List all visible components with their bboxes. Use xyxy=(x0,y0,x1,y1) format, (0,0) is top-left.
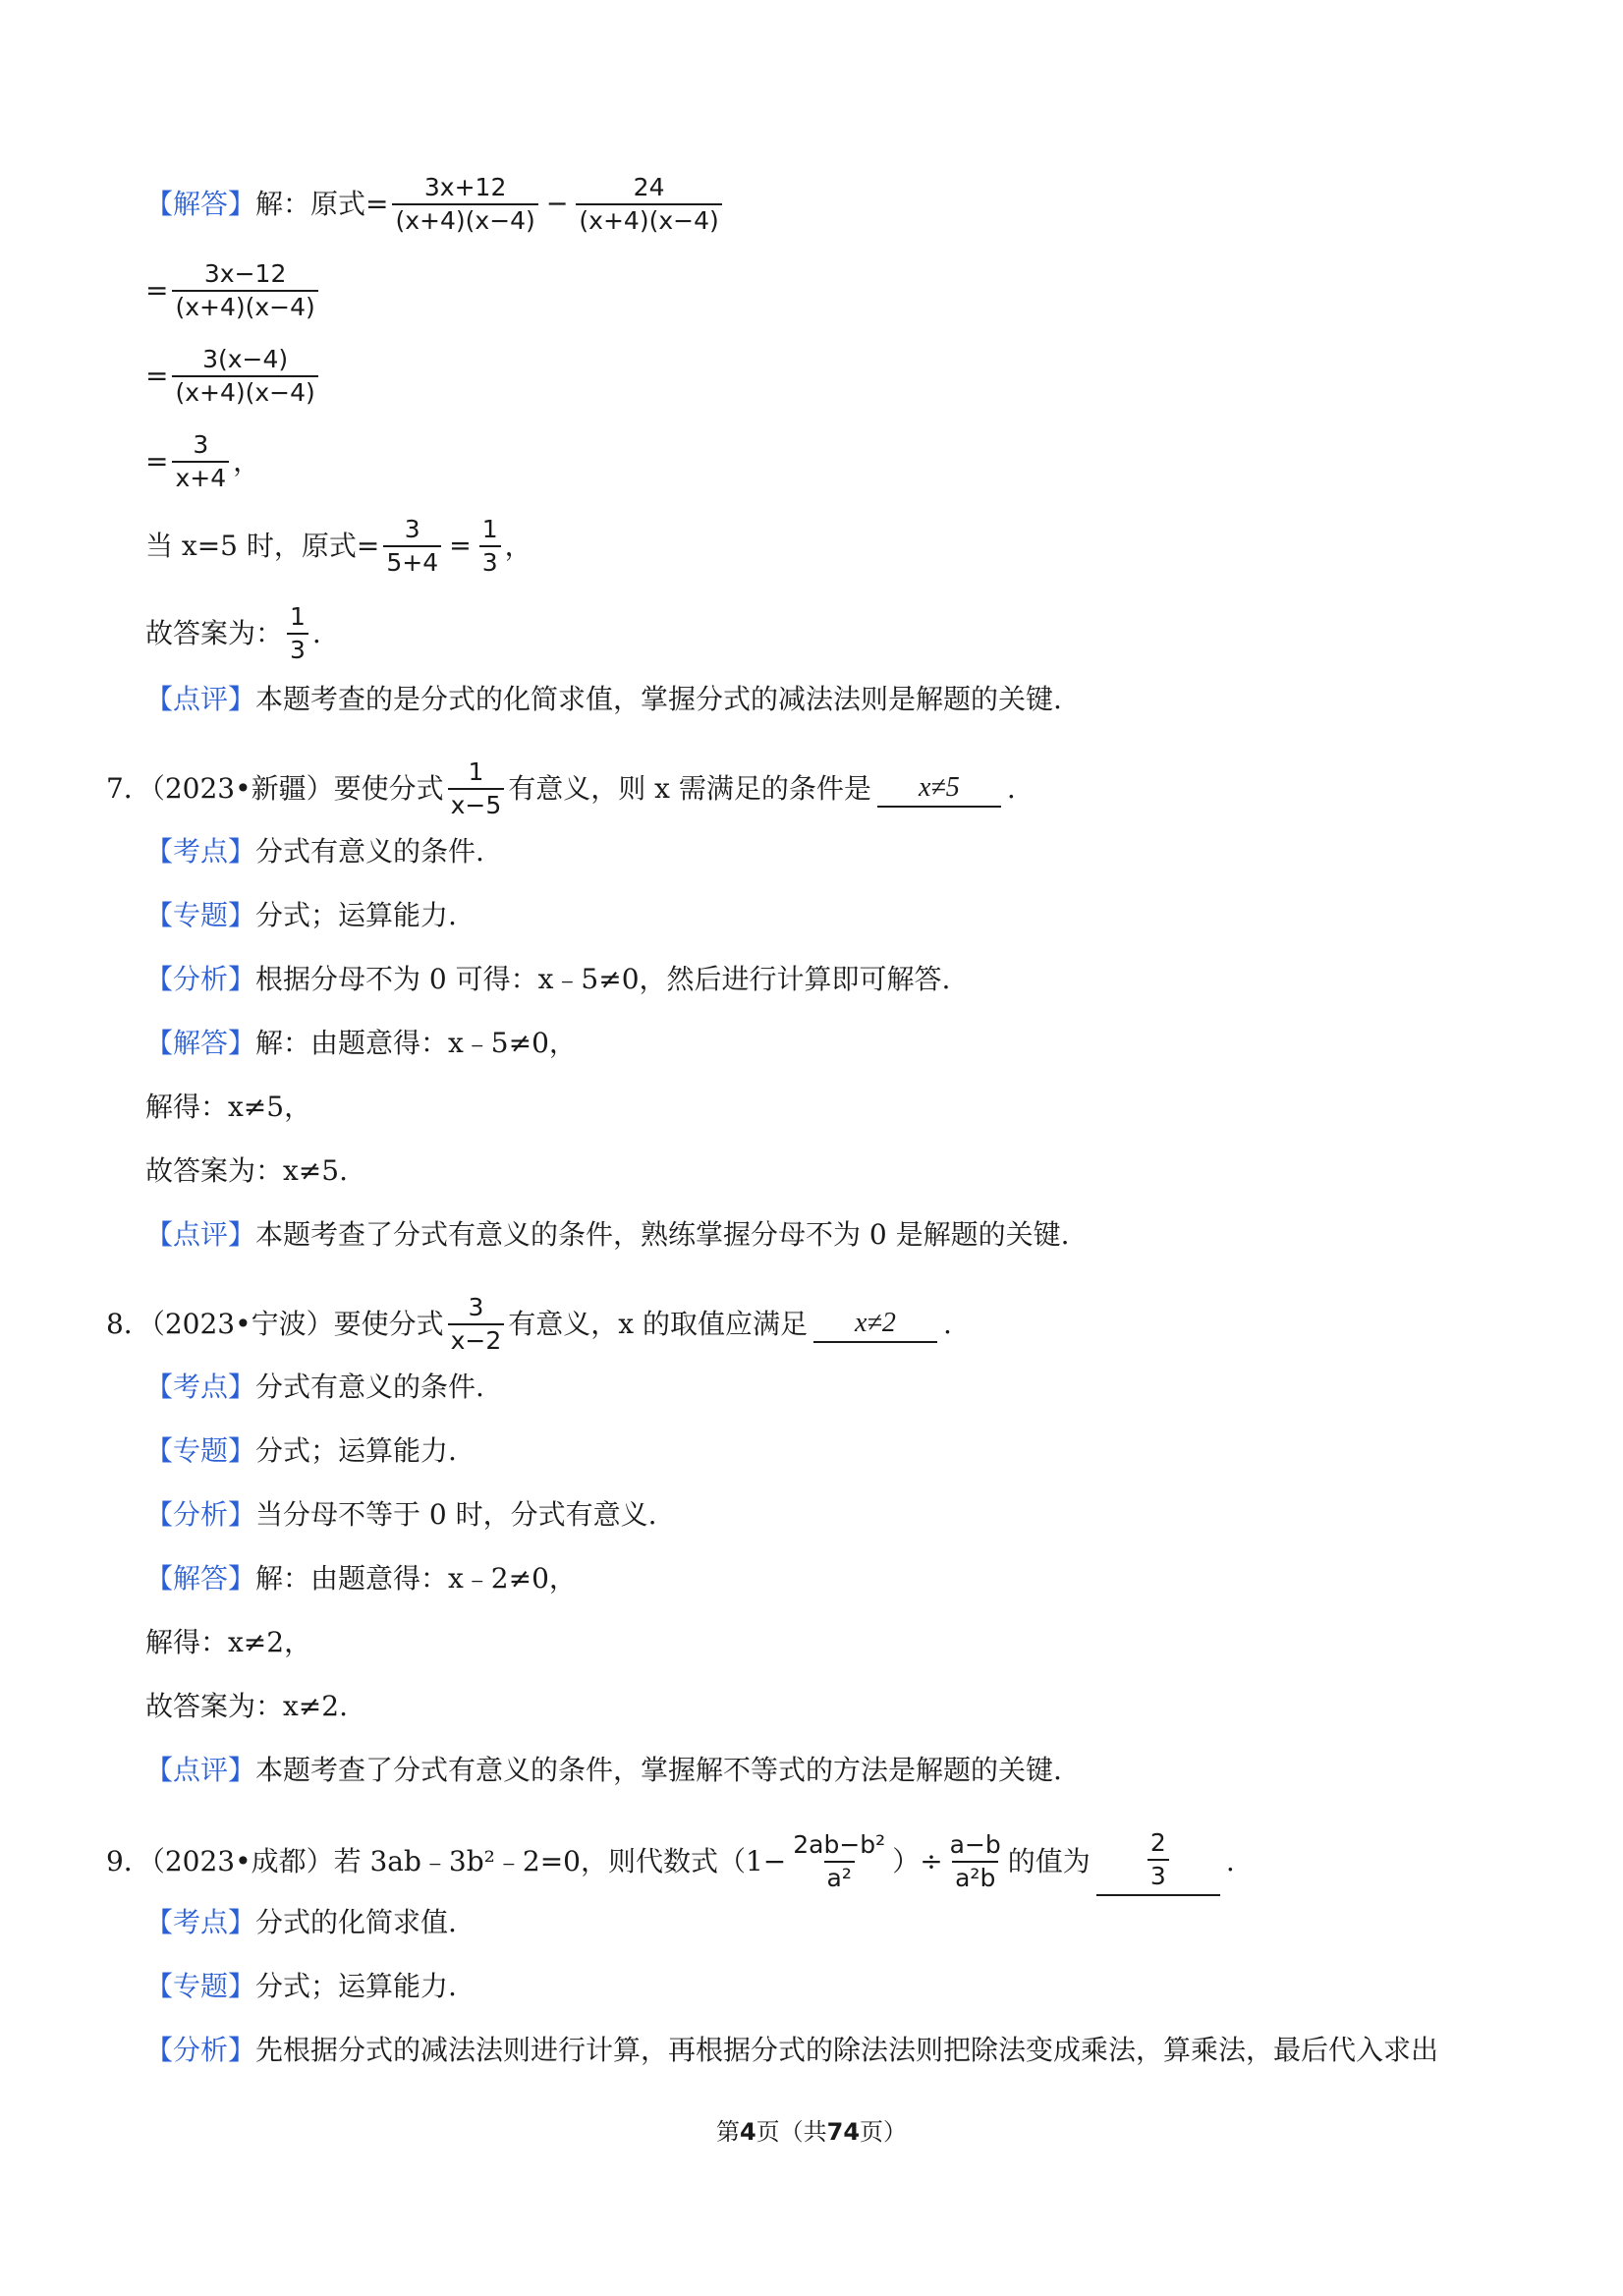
tag-zhuanti: 【专题】 xyxy=(145,1434,256,1467)
tag-zhuanti: 【专题】 xyxy=(145,899,256,931)
q8-kaodian: 【考点】 分式有意义的条件. xyxy=(145,1368,1535,1407)
q7-kaodian: 【考点】 分式有意义的条件. xyxy=(145,832,1535,871)
page-footer: 第4页（共74页） xyxy=(715,2118,908,2146)
question-7: 7．（2023•新疆）要使分式 $\frac{1}{x-5}$ 有意义，则 x 需满足的条件是 x≠5 . xyxy=(106,757,1016,819)
q9-kaodian: 【考点】 分式的化简求值. xyxy=(145,1903,1535,1942)
q7-jieda: 【解答】 解：由题意得：x﹣5≠0， xyxy=(145,1024,1535,1063)
tag-dianping: 【点评】 xyxy=(145,683,256,715)
q8-step-1: 解得：x≠2， xyxy=(145,1626,312,1658)
q7-zhuanti: 【专题】 分式；运算能力. xyxy=(145,896,1535,935)
q8-zhuanti: 【专题】 分式；运算能力. xyxy=(145,1431,1535,1471)
tag-jieda: 【解答】 xyxy=(145,188,256,220)
tag-fenxi: 【分析】 xyxy=(145,963,256,995)
tag-jieda: 【解答】 xyxy=(145,1562,256,1595)
page-total: 74 xyxy=(826,2118,861,2146)
q8-jieda: 【解答】 解：由题意得：x﹣2≠0， xyxy=(145,1559,1535,1598)
fraction: $\frac{a-b}{\text{a²b}}$ xyxy=(949,1830,1001,1892)
fraction: $\frac{3x-12}{(x+4)(x-4)}$ xyxy=(172,258,317,323)
fraction: $\frac{1}{3}$ xyxy=(287,601,308,666)
q9-fenxi: 【分析】 先根据分式的减法法则进行计算，再根据分式的除法法则把除法变成乘法，算乘法，最后代入求出 xyxy=(145,2031,1535,2070)
fraction: $\frac{3(x-4)}{(x+4)(x-4)}$ xyxy=(172,344,317,409)
prev-solution-line-2: = $\frac{3x-12}{(x+4)(x-4)}$ xyxy=(145,258,1535,323)
q8-step-2: 故答案为：x≠2. xyxy=(145,1690,348,1722)
prev-solution-line-3: = $\frac{3(x-4)}{(x+4)(x-4)}$ xyxy=(145,344,1535,409)
tag-dianping: 【点评】 xyxy=(145,1218,256,1251)
q7-step-2: 故答案为：x≠5. xyxy=(145,1154,348,1187)
q7-step-1: 解得：x≠5， xyxy=(145,1091,312,1123)
q8-dianping: 【点评】 本题考查了分式有意义的条件，掌握解不等式的方法是解题的关键. xyxy=(145,1751,1535,1790)
tag-dianping: 【点评】 xyxy=(145,1754,256,1786)
tag-kaodian: 【考点】 xyxy=(145,1906,256,1938)
q8-fenxi: 【分析】 当分母不等于 0 时，分式有意义. xyxy=(145,1495,1535,1535)
prev-solution-line-4: = $\frac{3}{x+4}$ ， xyxy=(145,430,261,492)
tag-jieda: 【解答】 xyxy=(145,1027,256,1059)
tag-zhuanti: 【专题】 xyxy=(145,1970,256,2002)
fraction: $\frac{24}{(x+4)(x-4)}$ xyxy=(576,172,721,237)
q7-dianping: 【点评】 本题考查了分式有意义的条件，熟练掌握分母不为 0 是解题的关键. xyxy=(145,1215,1535,1255)
fraction: $\frac{3}{x-2}$ xyxy=(448,1292,505,1357)
prev-solution-line-6: 故答案为： $\frac{1}{3}$ . xyxy=(145,602,321,664)
tag-fenxi: 【分析】 xyxy=(145,2034,256,2066)
tag-kaodian: 【考点】 xyxy=(145,1371,256,1403)
fraction: $\frac{3}{5+4}$ xyxy=(383,514,441,579)
answer-blank: x≠5 xyxy=(877,770,1001,808)
answer-blank: x≠2 xyxy=(813,1306,937,1343)
question-9: 9．（2023•成都）若 3ab﹣3b²﹣2=0，则代数式（1− $\frac{\text{2ab−b²}}{\text{a²}}$ ）÷ $\frac{a-b}{\text{a²b}}$ 的值为 $\frac{2}{3}$ . xyxy=(106,1827,1535,1896)
fraction: $\frac{3}{x+4}$ xyxy=(172,429,229,494)
fraction: $\frac{2}{3}$ xyxy=(1147,1827,1169,1892)
tag-fenxi: 【分析】 xyxy=(145,1498,256,1531)
tag-kaodian: 【考点】 xyxy=(145,835,256,868)
prev-review: 【点评】 本题考查的是分式的化简求值，掌握分式的减法法则是解题的关键. xyxy=(145,680,1535,719)
answer-blank xyxy=(1096,1827,1220,1896)
fraction: $\frac{\text{2ab−b²}}{\text{a²}}$ xyxy=(793,1830,886,1892)
question-8: 8．（2023•宁波）要使分式 $\frac{3}{x-2}$ 有意义，x 的取值应满足 x≠2 . xyxy=(106,1293,952,1355)
q9-zhuanti: 【专题】 分式；运算能力. xyxy=(145,1967,1535,2006)
fraction: $\frac{3x+12}{(x+4)(x-4)}$ xyxy=(392,172,537,237)
q7-fenxi: 【分析】 根据分母不为 0 可得：x﹣5≠0，然后进行计算即可解答. xyxy=(145,960,1535,999)
prev-solution-line-1: 【解答】 解：原式= $\frac{3x+12}{(x+4)(x-4)}$ − $\frac{24}{(x+4)(x-4)}$ xyxy=(145,172,1535,237)
page-number: 4 xyxy=(739,2118,756,2146)
fraction: $\frac{1}{x-5}$ xyxy=(448,756,505,821)
prev-solution-line-5: 当 x=5 时，原式= $\frac{3}{5+4}$ = $\frac{1}{3}$ ， xyxy=(145,515,532,577)
fraction: $\frac{1}{3}$ xyxy=(479,514,501,579)
